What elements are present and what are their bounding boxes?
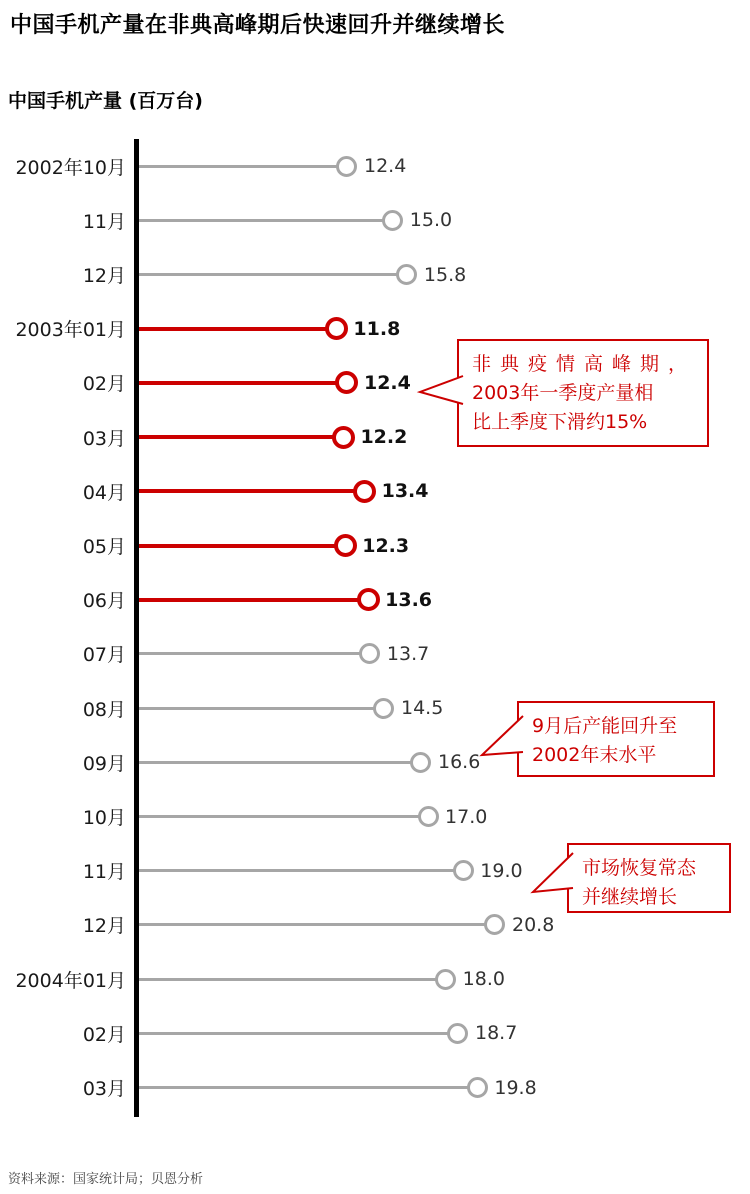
lollipop-stick <box>139 327 336 331</box>
callout-line: 比上季度下滑约15% <box>472 411 648 433</box>
lollipop-marker <box>336 156 357 177</box>
lollipop-marker <box>396 264 417 285</box>
value-label: 13.7 <box>386 642 430 665</box>
value-label: 20.8 <box>511 913 555 936</box>
value-label: 12.4 <box>363 155 407 178</box>
lollipop-stick <box>139 815 428 818</box>
lollipop-marker <box>359 643 380 664</box>
callout-line: 并继续增长 <box>582 886 678 908</box>
value-label: 18.7 <box>474 1022 518 1045</box>
value-label: 19.8 <box>494 1076 537 1099</box>
lollipop-stick <box>139 489 365 493</box>
lollipop-marker <box>467 1077 488 1098</box>
lollipop-stick <box>139 923 495 926</box>
lollipop-chart <box>0 139 750 1117</box>
lollipop-marker <box>410 752 431 773</box>
lollipop-marker <box>357 588 380 611</box>
value-label: 15.0 <box>409 209 453 232</box>
value-label: 15.8 <box>423 263 467 286</box>
category-label: 12月 <box>82 915 126 938</box>
lollipop-marker <box>382 210 403 231</box>
value-label: 17.0 <box>445 805 488 828</box>
lollipop-stick <box>139 1032 458 1035</box>
value-label: 16.6 <box>437 751 481 774</box>
category-label: 04月 <box>82 481 126 504</box>
category-label: 05月 <box>82 536 126 558</box>
value-label: 13.6 <box>385 588 433 611</box>
callout-sars-peak <box>457 339 709 447</box>
lollipop-stick <box>139 544 345 548</box>
value-label: 13.4 <box>381 480 429 503</box>
value-label: 19.0 <box>480 859 523 882</box>
callout-line: 非典疫情高峰期， <box>472 353 697 375</box>
category-label: 08月 <box>82 698 126 721</box>
lollipop-stick <box>139 165 347 168</box>
lollipop-marker <box>335 371 358 394</box>
lollipop-stick <box>139 273 407 276</box>
lollipop-marker <box>353 480 376 503</box>
category-label: 10月 <box>82 807 126 829</box>
callout-line: 市场恢复常态 <box>582 857 697 879</box>
category-label: 2002年10月 <box>15 156 126 179</box>
lollipop-marker <box>435 969 456 990</box>
category-label: 02月 <box>82 1023 126 1046</box>
category-label: 11月 <box>82 210 126 233</box>
callout-sars-peak-pointer <box>414 368 468 412</box>
lollipop-marker <box>332 426 355 449</box>
lollipop-marker <box>447 1023 468 1044</box>
category-label: 07月 <box>82 644 126 667</box>
value-label: 18.0 <box>462 968 505 991</box>
callout-line: 2003年一季度产量相 <box>472 382 654 404</box>
value-label: 11.8 <box>353 317 401 340</box>
category-label: 03月 <box>82 427 126 450</box>
category-label: 2003年01月 <box>15 319 126 342</box>
value-label: 12.3 <box>362 534 410 557</box>
value-label: 12.2 <box>360 426 408 449</box>
lollipop-stick <box>139 435 343 439</box>
lollipop-marker <box>484 914 505 935</box>
category-label: 12月 <box>82 265 126 287</box>
lollipop-stick <box>139 219 393 222</box>
category-label: 2004年01月 <box>15 969 126 992</box>
callout-line: 9月后产能回升至 <box>532 715 678 737</box>
page-title: 中国手机产量在非典高峰期后快速回升并继续增长 <box>10 13 506 38</box>
lollipop-stick <box>139 978 446 981</box>
source-note: 资料来源：国家统计局；贝恩分析 <box>8 1172 204 1187</box>
lollipop-marker <box>325 317 348 340</box>
chart-axis-line <box>134 139 139 1117</box>
lollipop-marker <box>373 698 394 719</box>
category-label: 06月 <box>82 590 126 613</box>
category-label: 02月 <box>82 373 126 396</box>
lollipop-stick <box>139 707 384 710</box>
lollipop-stick <box>139 869 463 872</box>
callout-line: 2002年末水平 <box>532 744 657 766</box>
lollipop-marker <box>334 534 357 557</box>
callout-capacity-recovery-pointer <box>476 708 530 760</box>
lollipop-stick <box>139 598 368 602</box>
category-label: 09月 <box>82 752 126 775</box>
value-label: 12.4 <box>363 371 411 394</box>
lollipop-stick <box>139 381 347 385</box>
lollipop-stick <box>139 761 421 764</box>
chart-subtitle: 中国手机产量 (百万台) <box>8 90 203 112</box>
category-label: 11月 <box>82 861 126 884</box>
lollipop-marker <box>453 860 474 881</box>
category-label: 03月 <box>82 1078 126 1100</box>
callout-market-normal <box>567 843 731 913</box>
lollipop-stick <box>139 1086 477 1089</box>
lollipop-stick <box>139 652 370 655</box>
value-label: 14.5 <box>400 697 444 720</box>
callout-capacity-recovery <box>517 701 715 777</box>
lollipop-marker <box>418 806 439 827</box>
callout-market-normal-pointer <box>526 846 580 898</box>
